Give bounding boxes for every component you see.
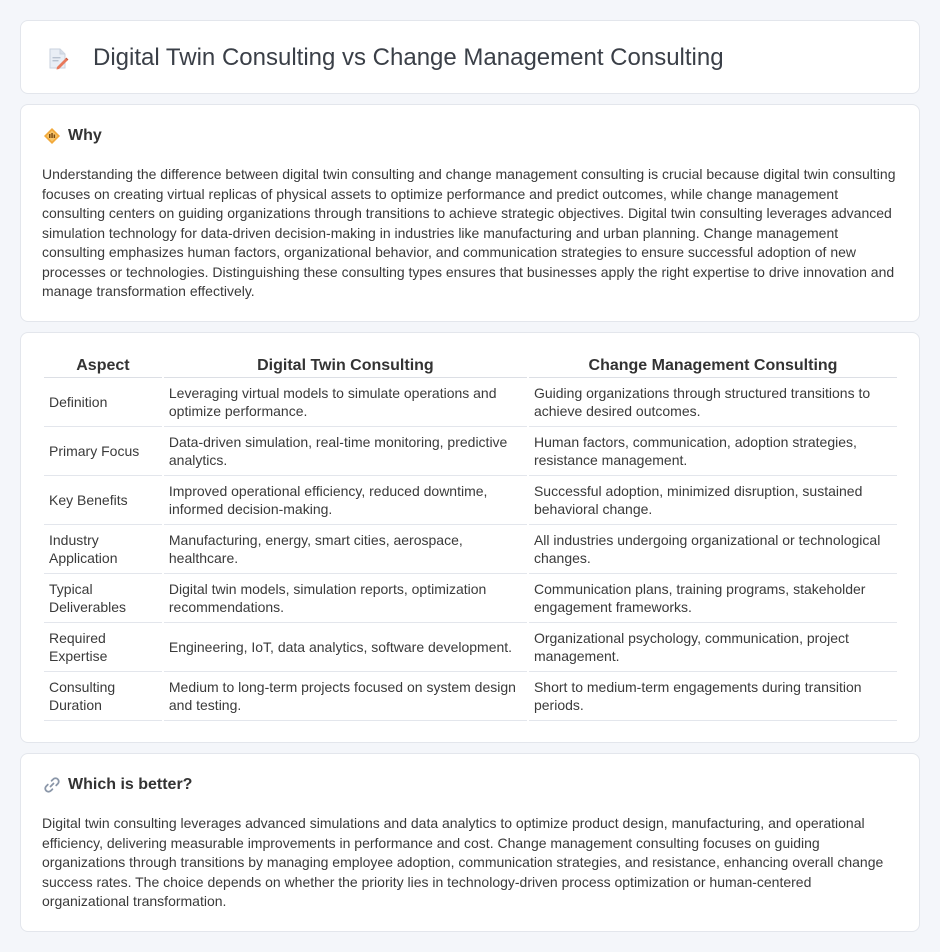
comparison-table <box>42 355 899 721</box>
table-row <box>44 672 897 721</box>
header-change-management: Change Management Consulting <box>529 355 897 378</box>
header-card <box>20 20 920 94</box>
row-digital-twin: Medium to long-term projects focused on system design and testing. <box>164 672 527 721</box>
diamond-warning-icon <box>43 127 61 145</box>
table-row <box>44 427 897 476</box>
row-change-management: Communication plans, training programs, stakeholder engagement frameworks. <box>529 574 897 623</box>
row-change-management: Guiding organizations through structured transitions to achieve desired outcomes. <box>529 378 897 427</box>
row-digital-twin: Digital twin models, simulation reports, optimization recommendations. <box>164 574 527 623</box>
row-aspect: Definition <box>44 378 162 427</box>
row-aspect: Typical Deliverables <box>44 574 162 623</box>
table-header-row <box>44 355 897 378</box>
table-row <box>44 574 897 623</box>
row-change-management: Organizational psychology, communication, project management. <box>529 623 897 672</box>
comparison-table-card <box>20 332 920 743</box>
row-aspect: Industry Application <box>44 525 162 574</box>
page-title: Digital Twin Consulting vs Change Management Consulting <box>93 44 724 71</box>
document-pen-icon <box>47 47 69 71</box>
why-text: Understanding the difference between digital twin consulting and change management consulting is crucial because digital twin consulting focuses on creating virtual replicas of physical assets to optimize performance and predict outcomes, while change management consulting centers on guiding organizations through transitions to achieve strategic objectives. Digital twin consulting leverages advanced simulation technology for data-driven decision-making in industries like manufacturing and urban planning. Change management consulting emphasizes human factors, organizational behavior, and communication strategies to ensure successful adoption of new processes or technologies. Distinguishing these consulting types ensures that businesses apply the right expertise to drive innovation and manage transformation effectively. <box>42 166 896 299</box>
row-digital-twin: Engineering, IoT, data analytics, software development. <box>164 623 527 672</box>
header-digital-twin: Digital Twin Consulting <box>164 355 527 378</box>
row-change-management: Short to medium-term engagements during transition periods. <box>529 672 897 721</box>
row-aspect: Key Benefits <box>44 476 162 525</box>
row-change-management: All industries undergoing organizational or technological changes. <box>529 525 897 574</box>
table-row <box>44 476 897 525</box>
row-digital-twin: Data-driven simulation, real-time monitoring, predictive analytics. <box>164 427 527 476</box>
better-title: Which is better? <box>68 776 193 793</box>
table-row <box>44 623 897 672</box>
row-change-management: Human factors, communication, adoption strategies, resistance management. <box>529 427 897 476</box>
better-heading <box>43 776 192 794</box>
row-aspect: Consulting Duration <box>44 672 162 721</box>
link-icon <box>43 776 61 794</box>
table-row <box>44 378 897 427</box>
why-heading <box>43 127 102 145</box>
why-title: Why <box>68 127 102 144</box>
row-change-management: Successful adoption, minimized disruption, sustained behavioral change. <box>529 476 897 525</box>
better-text: Digital twin consulting leverages advanced simulations and data analytics to optimize product design, manufacturing, and operational efficiency, delivering measurable improvements in performance and cost. Change management consulting focuses on guiding organizations through transitions by managing employee adoption, communication strategies, and resistance, enhancing overall change success rates. The choice depends on whether the priority lies in technology-driven process optimization or human-centered organizational transformation. <box>42 815 884 909</box>
row-aspect: Primary Focus <box>44 427 162 476</box>
row-digital-twin: Manufacturing, energy, smart cities, aerospace, healthcare. <box>164 525 527 574</box>
row-digital-twin: Leveraging virtual models to simulate operations and optimize performance. <box>164 378 527 427</box>
row-aspect: Required Expertise <box>44 623 162 672</box>
row-digital-twin: Improved operational efficiency, reduced downtime, informed decision-making. <box>164 476 527 525</box>
table-row <box>44 525 897 574</box>
which-is-better-section <box>20 753 920 932</box>
why-section <box>20 104 920 322</box>
header-aspect: Aspect <box>44 355 162 378</box>
